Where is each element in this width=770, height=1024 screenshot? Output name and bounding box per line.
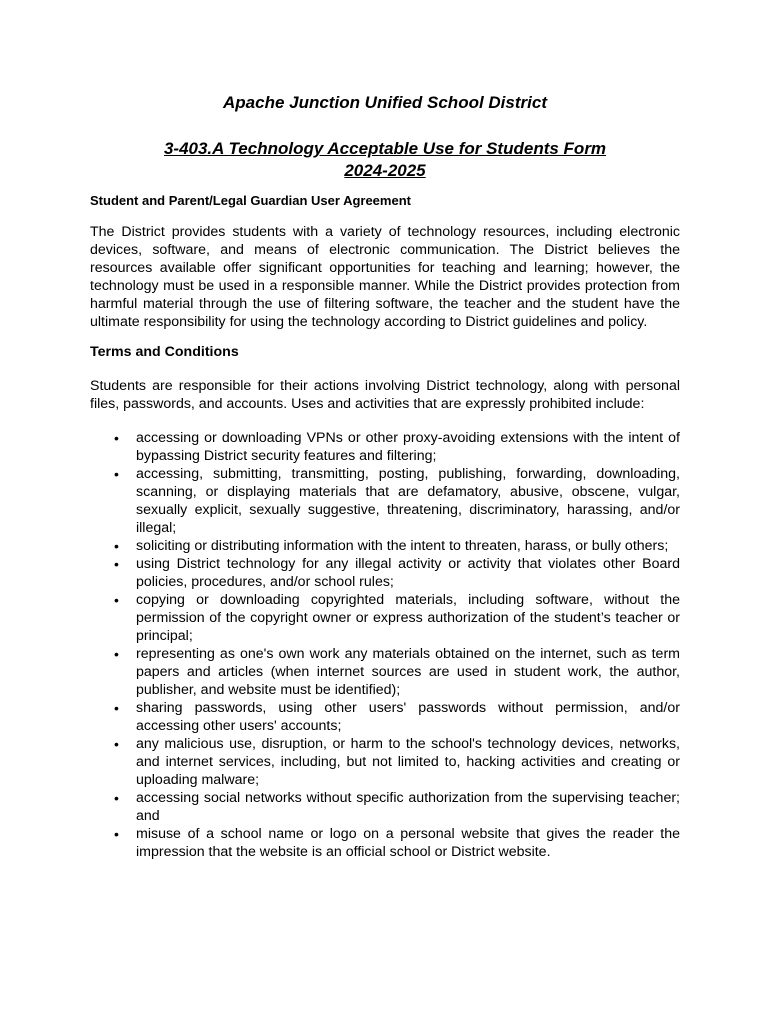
- terms-paragraph: Students are responsible for their actions involving District technology, along with personal files, passwords, and accounts. Uses and activities that are expressly prohibited include:: [90, 378, 680, 412]
- intro-paragraph: The District provides students with a variety of technology resources, including electronic devices, software, and means of electronic communication. The District believes the resources available offer significant opportunities for teaching and learning; however, the technology must be used in a responsible manner. While the District provides protection from harmful material through the use of filtering software, the teacher and the student have the ultimate responsibility for using the technology according to District guidelines and policy.: [90, 224, 680, 330]
- bullet-icon: •: [114, 556, 119, 572]
- list-item: [90, 555, 680, 591]
- bullet-icon: •: [114, 736, 119, 752]
- bullet-icon: •: [114, 466, 119, 482]
- list-item-text: sharing passwords, using other users' passwords without permission, and/or accessing other users' accounts;: [136, 700, 680, 734]
- bullet-icon: •: [114, 592, 119, 608]
- list-item: [90, 537, 680, 555]
- list-item-text: using District technology for any illegal activity or activity that violates other Board policies, procedures, and/or school rules;: [136, 556, 680, 590]
- list-item-text: accessing or downloading VPNs or other proxy-avoiding extensions with the intent of bypassing District security features and filtering;: [136, 430, 680, 464]
- bullet-icon: •: [114, 646, 119, 662]
- list-item-text: accessing social networks without specific authorization from the supervising teacher; and: [136, 790, 680, 824]
- agreement-heading: Student and Parent/Legal Guardian User Agreement: [90, 193, 411, 208]
- bullet-icon: •: [114, 700, 119, 716]
- list-item: [90, 825, 680, 861]
- list-item-text: representing as one's own work any materials obtained on the internet, such as term papers and articles (when internet sources are used in student work, the author, publisher, and website must be identified);: [136, 646, 680, 698]
- list-item: [90, 465, 680, 537]
- list-item: [90, 429, 680, 465]
- terms-heading: Terms and Conditions: [90, 344, 239, 360]
- list-item-text: misuse of a school name or logo on a personal website that gives the reader the impression that the website is an official school or District website.: [136, 826, 680, 860]
- district-title: Apache Junction Unified School District: [223, 93, 547, 112]
- list-item: [90, 645, 680, 699]
- list-item: [90, 789, 680, 825]
- list-item-text: copying or downloading copyrighted materials, including software, without the permission of the copyright owner or express authorization of the student’s teacher or principal;: [136, 592, 680, 644]
- bullet-icon: •: [114, 826, 119, 842]
- document-content: [90, 92, 680, 861]
- bullet-icon: •: [114, 790, 119, 806]
- form-title: 3-403.A Technology Acceptable Use for Students Form: [163, 139, 607, 158]
- list-item-text: soliciting or distributing information with the intent to threaten, harass, or bully others;: [136, 538, 669, 554]
- list-item: [90, 591, 680, 645]
- list-item-text: any malicious use, disruption, or harm to the school's technology devices, networks, and internet services, including, but not limited to, hacking activities and creating or uploading malware;: [136, 736, 680, 788]
- list-item: [90, 735, 680, 789]
- list-item-text: accessing, submitting, transmitting, posting, publishing, forwarding, downloading, scanning, or displaying materials that are defamatory, abusive, obscene, vulgar, sexually explicit, sexually suggestive, threatening, discriminatory, harassing, and/or illegal;: [136, 466, 680, 536]
- bullet-icon: •: [114, 430, 119, 446]
- bullet-icon: •: [114, 538, 119, 554]
- form-year: 2024-2025: [344, 161, 426, 180]
- list-item: [90, 699, 680, 735]
- prohibited-uses-list: [90, 429, 680, 861]
